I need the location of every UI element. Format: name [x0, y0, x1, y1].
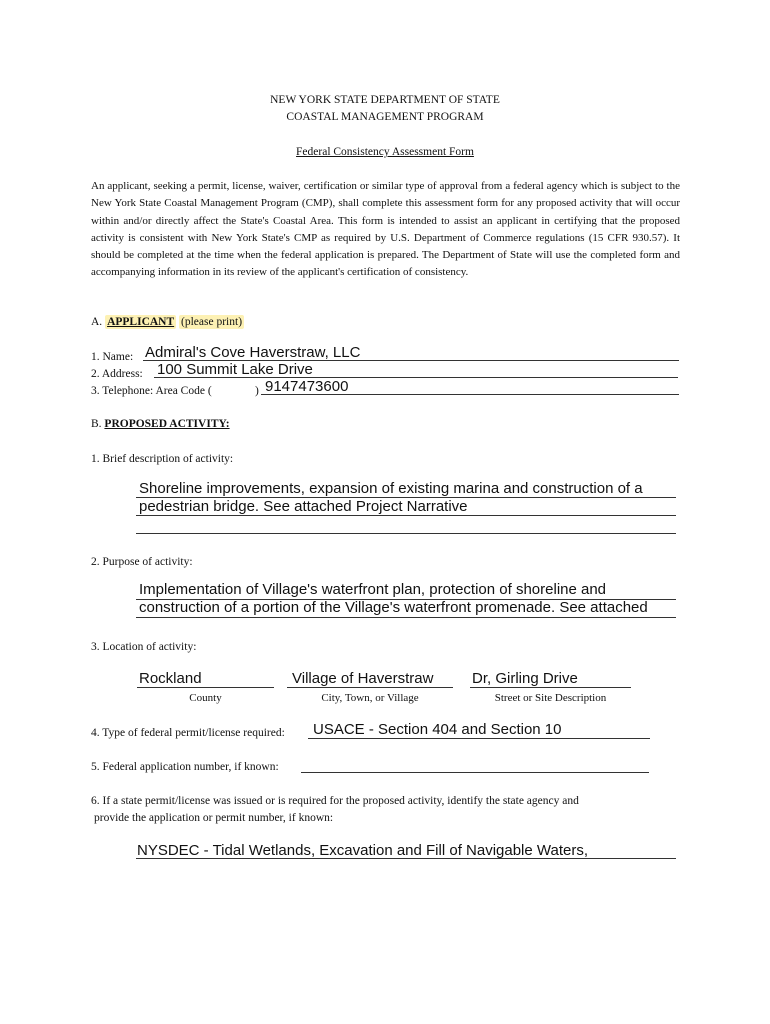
telephone-paren-close: )	[255, 385, 259, 397]
q2-line-2[interactable]: construction of a portion of the Village's waterfront promenade. See attached	[139, 599, 648, 616]
q1-underline-2	[136, 515, 676, 516]
street-caption: Street or Site Description	[494, 692, 607, 704]
section-a-heading	[91, 316, 244, 328]
section-b-heading	[91, 418, 230, 430]
county-underline	[137, 687, 274, 688]
q5-underline	[301, 772, 649, 773]
agency-heading: NEW YORK STATE DEPARTMENT OF STATE	[270, 94, 500, 106]
city-caption: City, Town, or Village	[321, 692, 419, 704]
name-field[interactable]: Admiral's Cove Haverstraw, LLC	[145, 344, 361, 361]
q6-label-line-1: 6. If a state permit/license was issued or is required for the proposed activity, identify the state agency and	[91, 795, 579, 807]
q4-underline	[308, 738, 650, 739]
q1-label: 1. Brief description of activity:	[91, 453, 234, 465]
address-label: 2. Address:	[91, 368, 143, 380]
address-field[interactable]: 100 Summit Lake Drive	[157, 361, 313, 378]
section-b-prefix: B.	[91, 418, 102, 430]
telephone-field[interactable]: 9147473600	[265, 378, 349, 395]
county-field[interactable]: Rockland	[139, 670, 202, 687]
city-underline	[287, 687, 453, 688]
intro-paragraph: An applicant, seeking a permit, license, waiver, certification or similar type of approval from a federal agency which is subject to the New York State Coastal Management Program (CMP), shall complete this assessment form for any proposed activity that will occur within and/or directly affect the State's Coastal Area. This form is intended to assist an applicant in certifying that the proposed activity is consistent with New York State's CMP as required by U.S. Department of Commerce regulations (15 CFR 930.57). It should be completed at the time when the federal application is prepared. The Department of State will use the completed form and accompanying information in its review of the applicant's certification of consistency.	[91, 180, 680, 279]
county-caption: County	[189, 692, 222, 704]
q2-line-1[interactable]: Implementation of Village's waterfront plan, protection of shoreline and	[139, 581, 607, 598]
proposed-activity-heading: PROPOSED ACTIVITY:	[104, 418, 230, 430]
telephone-label: 3. Telephone: Area Code (	[91, 385, 212, 397]
q6-label-line-2: provide the application or permit number, if known:	[94, 812, 334, 824]
q1-line-2[interactable]: pedestrian bridge. See attached Project Narrative	[139, 498, 468, 515]
q3-label: 3. Location of activity:	[91, 641, 197, 653]
applicant-heading-highlight	[105, 315, 176, 329]
q4-label: 4. Type of federal permit/license required:	[91, 727, 285, 739]
street-underline	[470, 687, 631, 688]
q2-label: 2. Purpose of activity:	[91, 556, 193, 568]
q2-underline-2	[136, 617, 676, 618]
q5-label: 5. Federal application number, if known:	[91, 761, 279, 773]
form-title-text: Federal Consistency Assessment Form	[296, 146, 474, 158]
form-title	[0, 146, 770, 158]
street-field[interactable]: Dr, Girling Drive	[472, 670, 578, 687]
program-heading: COASTAL MANAGEMENT PROGRAM	[286, 111, 484, 123]
section-a-prefix: A.	[91, 316, 103, 328]
q1-line-1[interactable]: Shoreline improvements, expansion of existing marina and construction of a	[139, 480, 643, 497]
q1-underline-3	[136, 533, 676, 534]
applicant-heading: APPLICANT	[107, 316, 175, 328]
please-print-note: (please print)	[181, 316, 243, 328]
city-field[interactable]: Village of Haverstraw	[292, 670, 434, 687]
name-label: 1. Name:	[91, 351, 134, 363]
q6-field[interactable]: NYSDEC - Tidal Wetlands, Excavation and Fill of Navigable Waters,	[137, 842, 589, 859]
q4-field[interactable]: USACE - Section 404 and Section 10	[313, 721, 562, 738]
